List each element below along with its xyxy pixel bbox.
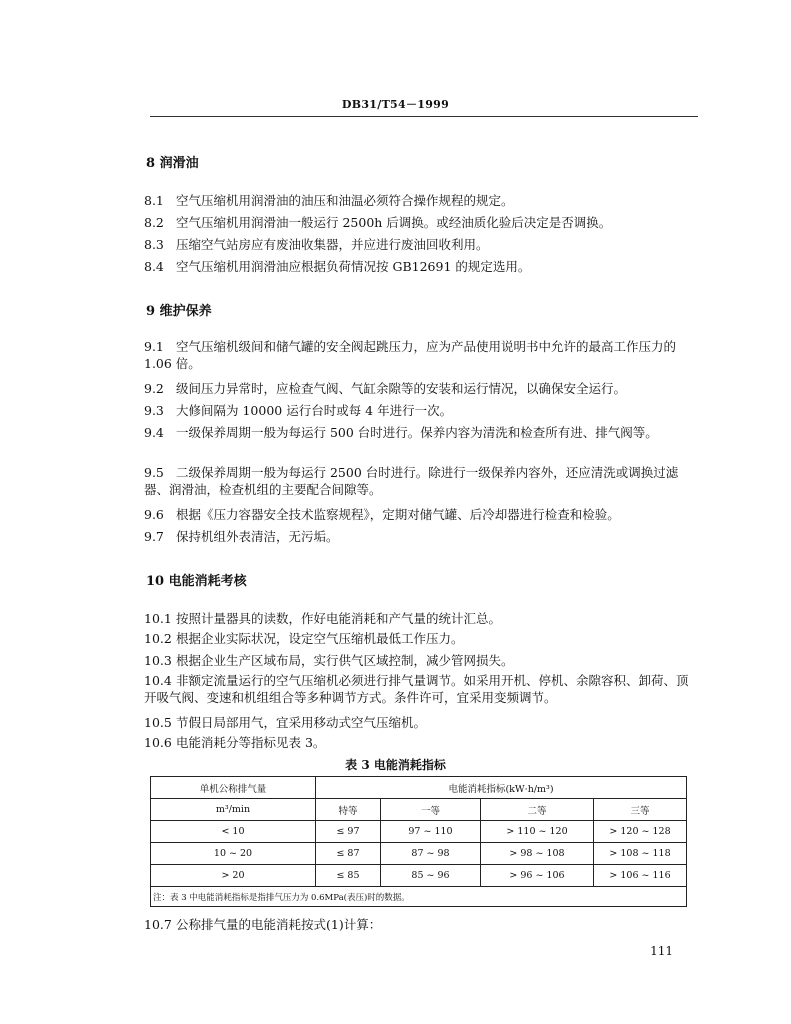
item-number: 10.7	[144, 917, 172, 932]
page-number: 111	[650, 944, 673, 958]
table-cell: ≤ 85	[316, 865, 381, 887]
section-10-title: 10 电能消耗考核	[146, 574, 247, 589]
table-note-row	[151, 887, 687, 907]
item-10-4	[144, 672, 694, 706]
grade-header: 三等	[594, 799, 687, 821]
item-text: 保持机组外表清洁，无污垢。	[176, 529, 339, 544]
item-number: 8.2	[144, 215, 164, 230]
item-10-5	[144, 714, 694, 731]
item-text: 二级保养周期一般为每运行 2500 台时进行。除进行一级保养内容外，还应清洗或调换过滤器、润滑油，检查机组的主要配合间隙等。	[144, 465, 679, 497]
item-9-7	[144, 528, 694, 545]
item-10-1	[144, 610, 694, 627]
item-number: 9.4	[144, 425, 164, 440]
col-header-unit: m³/min	[151, 799, 316, 821]
item-9-5	[144, 464, 694, 498]
item-number: 8.3	[144, 237, 164, 252]
table-cell: > 108 ~ 118	[594, 843, 687, 865]
item-number: 8.4	[144, 259, 164, 274]
item-text: 空气压缩机用润滑油的油压和油温必须符合操作规程的规定。	[176, 193, 514, 208]
item-8-1	[144, 192, 694, 209]
item-10-3	[144, 652, 694, 669]
grade-header: 二等	[481, 799, 594, 821]
item-number: 10.5	[144, 715, 172, 730]
item-10-6	[144, 734, 694, 751]
item-8-2	[144, 214, 694, 231]
table-cell: > 110 ~ 120	[481, 821, 594, 843]
item-10-2	[144, 630, 694, 647]
table-caption: 表 3 电能消耗指标	[345, 758, 446, 772]
item-text: 空气压缩机级间和储气罐的安全阀起跳压力，应为产品使用说明书中允许的最高工作压力的 1.06 倍。	[144, 339, 677, 371]
item-number: 8.1	[144, 193, 164, 208]
table-cell: > 106 ~ 116	[594, 865, 687, 887]
section-9-title: 9 维护保养	[146, 304, 212, 319]
item-10-7	[144, 916, 694, 933]
table-cell: 10 ~ 20	[151, 843, 316, 865]
item-number: 10.1	[144, 611, 172, 626]
item-text: 大修间隔为 10000 运行台时或每 4 年进行一次。	[176, 403, 453, 418]
item-text: 电能消耗分等指标见表 3。	[176, 735, 326, 750]
table-cell: ≤ 87	[316, 843, 381, 865]
table-cell: > 96 ~ 106	[481, 865, 594, 887]
table-cell: 85 ~ 96	[381, 865, 481, 887]
item-number: 9.7	[144, 529, 164, 544]
item-text: 空气压缩机用润滑油应根据负荷情况按 GB12691 的规定选用。	[176, 259, 531, 274]
grade-header: 一等	[381, 799, 481, 821]
table-cell: 87 ~ 98	[381, 843, 481, 865]
item-text: 根据《压力容器安全技术监察规程》，定期对储气罐、后冷却器进行检查和检验。	[176, 507, 620, 522]
item-text: 级间压力异常时，应检查气阀、气缸余隙等的安装和运行情况，以确保安全运行。	[176, 381, 627, 396]
item-text: 一级保养周期一般为每运行 500 台时进行。保养内容为清洗和检查所有进、排气阀等。	[176, 425, 658, 440]
table-cell: < 10	[151, 821, 316, 843]
item-number: 9.3	[144, 403, 164, 418]
section-8-title: 8 润滑油	[146, 156, 199, 171]
table-subheader-row	[151, 799, 687, 821]
item-9-1	[144, 338, 694, 372]
item-number: 10.3	[144, 653, 172, 668]
grade-header: 特等	[316, 799, 381, 821]
item-text: 节假日局部用气，宜采用移动式空气压缩机。	[176, 715, 427, 730]
item-number: 9.2	[144, 381, 164, 396]
item-number: 10.6	[144, 735, 172, 750]
table-cell: ≤ 97	[316, 821, 381, 843]
item-text: 非额定流量运行的空气压缩机必须进行排气量调节。如采用开机、停机、余隙容积、卸荷、顶开吸气阀、变速和机组组合等多种调节方式。条件许可，宜采用变频调节。	[144, 673, 689, 705]
table-cell: 97 ~ 110	[381, 821, 481, 843]
item-9-4	[144, 424, 694, 441]
item-9-3	[144, 402, 694, 419]
table-header-row	[151, 777, 687, 799]
item-number: 10.2	[144, 631, 172, 646]
col-header-capacity: 单机公称排气量	[151, 777, 316, 799]
header-rule	[150, 116, 698, 117]
item-8-4	[144, 258, 694, 275]
item-text: 公称排气量的电能消耗按式(1)计算：	[176, 917, 382, 932]
item-text: 按照计量器具的读数，作好电能消耗和产气量的统计汇总。	[176, 611, 502, 626]
document-header: DB31/T54－1999	[341, 98, 450, 111]
group-header: 电能消耗指标(kW·h/m³)	[316, 777, 687, 799]
table-cell: > 20	[151, 865, 316, 887]
item-text: 根据企业实际状况，设定空气压缩机最低工作压力。	[176, 631, 464, 646]
table-note: 注：表 3 中电能消耗指标是指排气压力为 0.6MPa(表压)时的数据。	[151, 887, 687, 907]
item-9-2	[144, 380, 694, 397]
item-8-3	[144, 236, 694, 253]
item-text: 根据企业生产区域布局，实行供气区域控制，减少管网损失。	[176, 653, 514, 668]
item-text: 空气压缩机用润滑油一般运行 2500h 后调换。或经油质化验后决定是否调换。	[176, 215, 612, 230]
item-number: 10.4	[144, 673, 172, 688]
item-9-6	[144, 506, 694, 523]
table-row	[151, 843, 687, 865]
item-number: 9.6	[144, 507, 164, 522]
table-row	[151, 865, 687, 887]
table-cell: > 120 ~ 128	[594, 821, 687, 843]
energy-table	[150, 776, 687, 907]
item-number: 9.5	[144, 465, 164, 480]
table-row	[151, 821, 687, 843]
item-number: 9.1	[144, 339, 164, 354]
item-text: 压缩空气站房应有废油收集器，并应进行废油回收利用。	[176, 237, 489, 252]
table-cell: > 98 ~ 108	[481, 843, 594, 865]
